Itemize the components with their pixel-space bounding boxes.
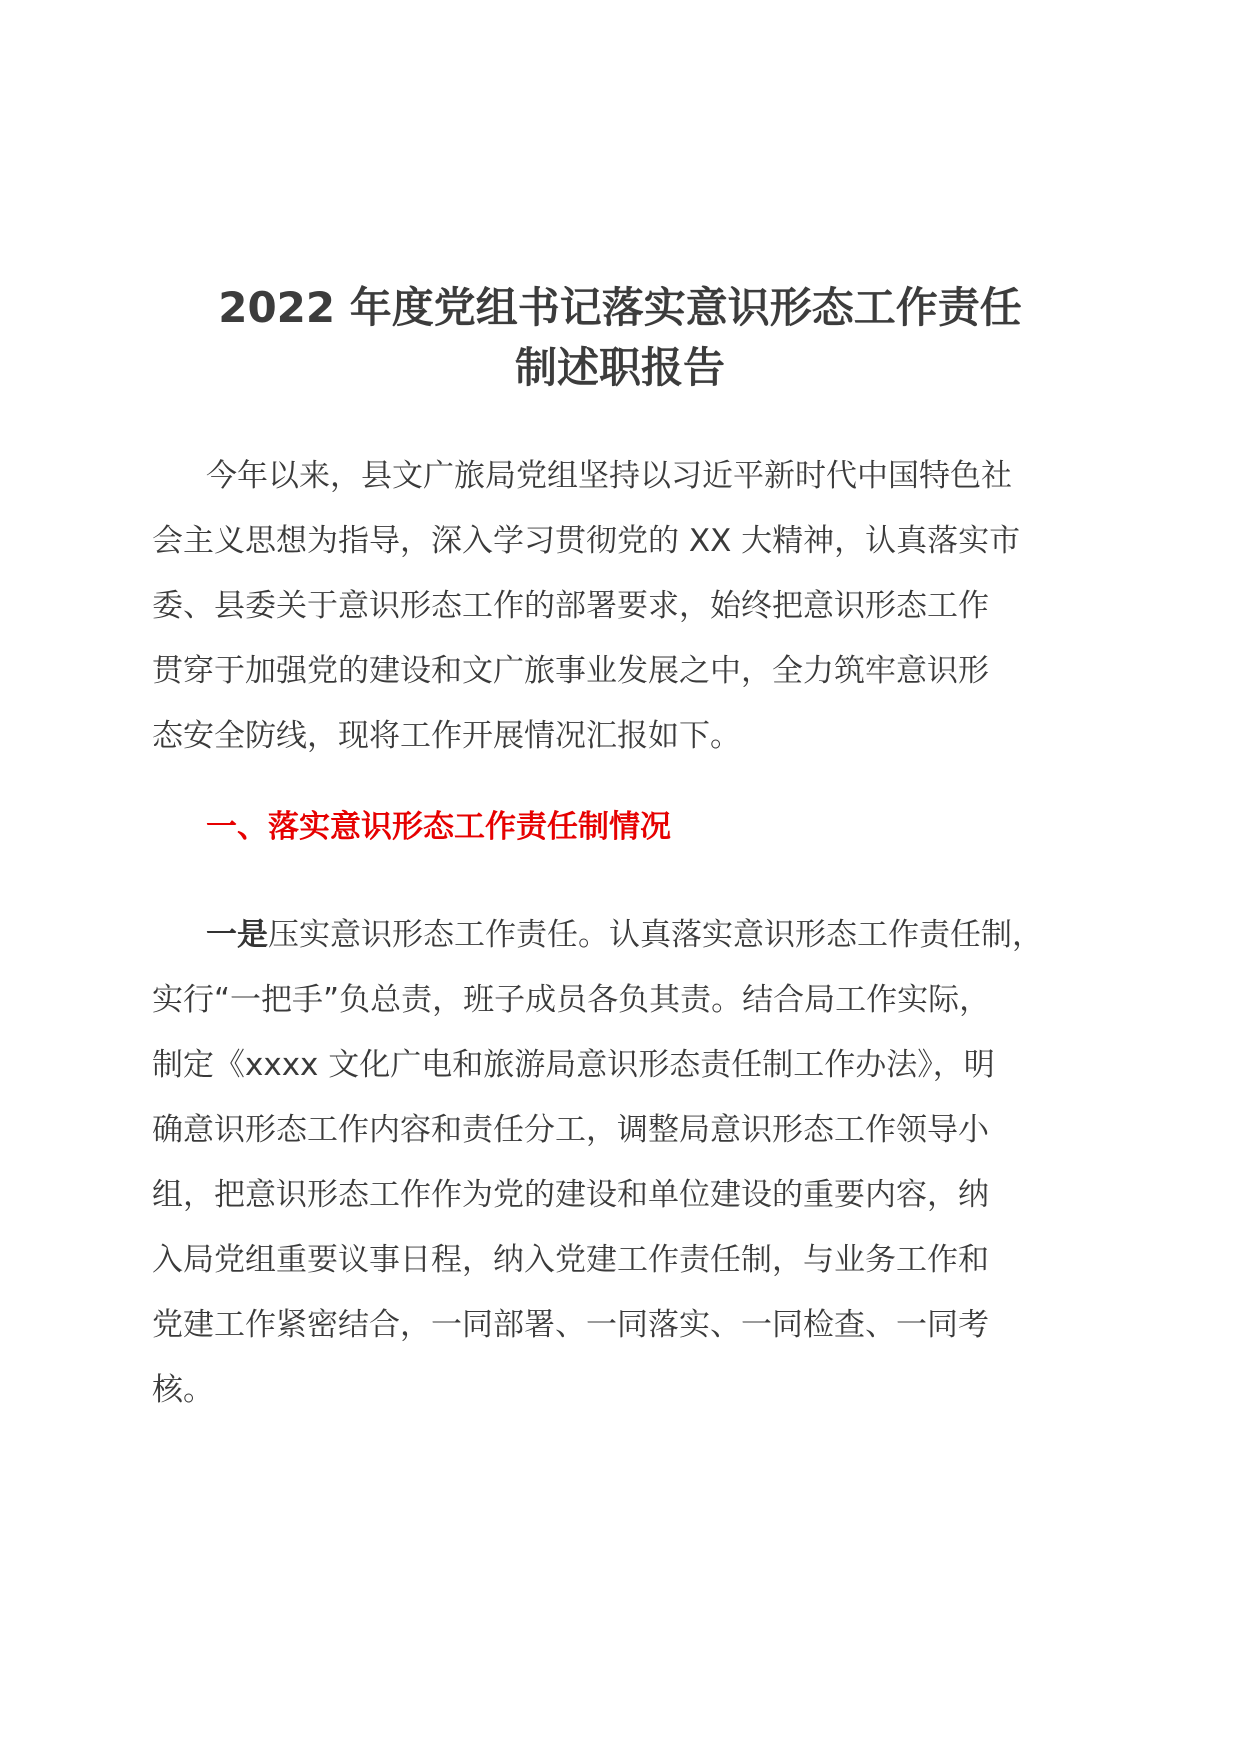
intro-line: 会主义思想为指导，深入学习贯彻党的 XX 大精神，认真落实市 (152, 523, 1021, 559)
intro-line: 态安全防线，现将工作开展情况汇报如下。 (152, 718, 741, 754)
intro-line: 今年以来，县文广旅局党组坚持以习近平新时代中国特色社 (206, 458, 1012, 494)
intro-line: 委、县委关于意识形态工作的部署要求，始终把意识形态工作 (152, 588, 989, 624)
paragraph-line: 组，把意识形态工作作为党的建设和单位建设的重要内容，纳 (152, 1177, 989, 1213)
paragraph-line: 实行“一把手”负总责，班子成员各负其责。结合局工作实际， (152, 982, 991, 1018)
paragraph-line: 确意识形态工作内容和责任分工，调整局意识形态工作领导小 (152, 1112, 989, 1148)
title-line-2: 制述职报告 (514, 343, 725, 392)
paragraph-line: 制定《xxxx 文化广电和旅游局意识形态责任制工作办法》，明 (152, 1047, 995, 1083)
paragraph-line: 入局党组重要议事日程，纳入党建工作责任制，与业务工作和 (152, 1242, 989, 1278)
section-heading: 一、落实意识形态工作责任制情况 (206, 809, 671, 845)
paragraph-first-line-text: 压实意识形态工作责任。认真落实意识形态工作责任制， (268, 917, 1043, 953)
intro-line: 贯穿于加强党的建设和文广旅事业发展之中，全力筑牢意识形 (152, 653, 989, 689)
paragraph-first-line (152, 903, 1092, 968)
paragraph-line: 核。 (152, 1372, 214, 1408)
paragraph-one (152, 903, 1092, 1423)
paragraph-line: 党建工作紧密结合，一同部署、一同落实、一同检查、一同考 (152, 1307, 989, 1343)
intro-paragraph (152, 444, 1092, 769)
document-title (150, 278, 1090, 398)
paragraph-lead: 一是 (206, 917, 268, 953)
title-line-1: 2022 年度党组书记落实意识形态工作责任 (218, 283, 1022, 332)
